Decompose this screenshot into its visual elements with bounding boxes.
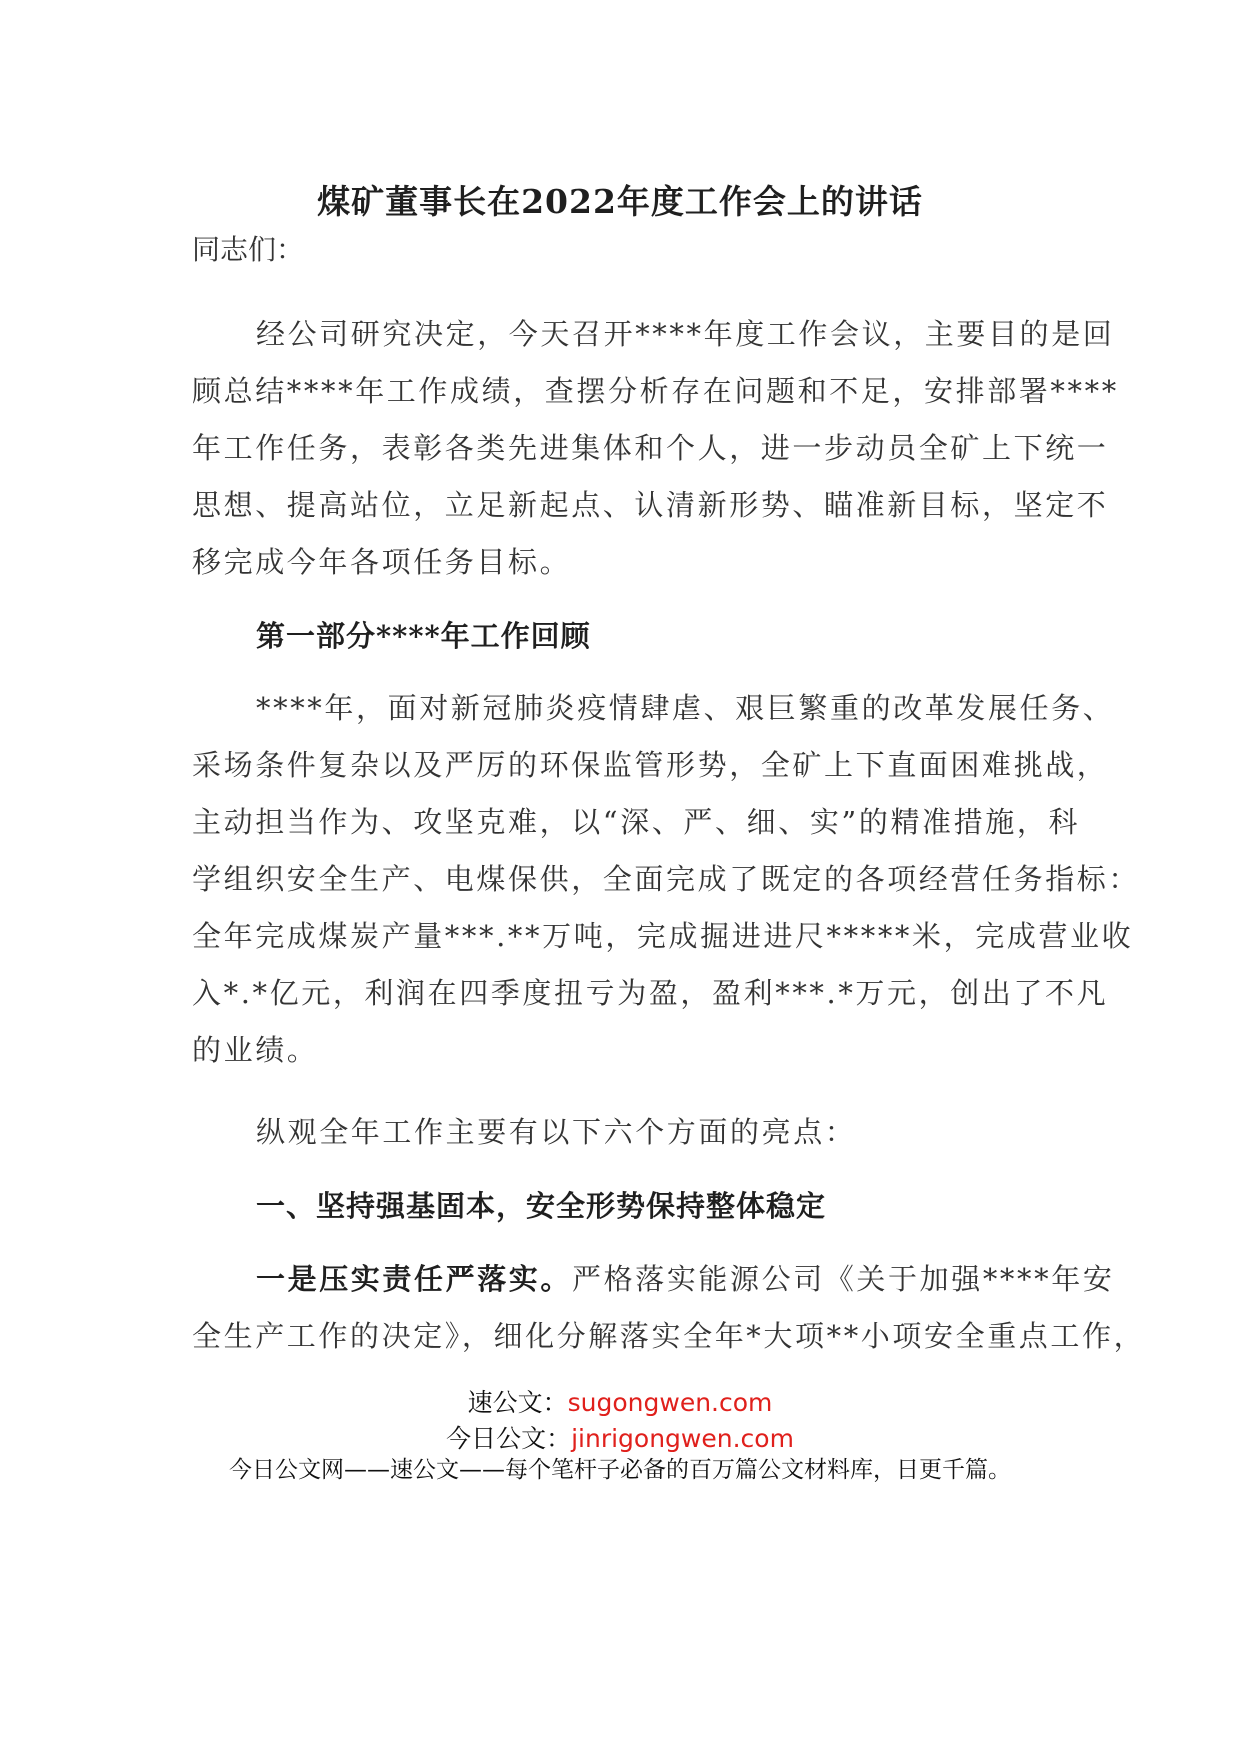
footer-tagline: 今日公文网——速公文——每个笔杆子必备的百万篇公文材料库，日更千篇。	[229, 1457, 1011, 1483]
paragraph-2-line: 采场条件复杂以及严厉的环保监管形势，全矿上下直面困难挑战，	[192, 748, 1109, 782]
footer-line-1	[0, 1383, 1240, 1419]
paragraph-2-line: 全年完成煤炭产量***.**万吨，完成掘进进尺*****米，完成营业收	[192, 919, 1134, 953]
footer-link-jinrigongwen[interactable]: jinrigongwen.com	[571, 1424, 794, 1453]
paragraph-4-line: 全生产工作的决定》，细化分解落实全年*大项**小项安全重点工作，	[192, 1319, 1146, 1353]
paragraph-3: 纵观全年工作主要有以下六个方面的亮点：	[256, 1115, 857, 1149]
paragraph-2-line: ****年，面对新冠肺炎疫情肆虐、艰巨繁重的改革发展任务、	[256, 691, 1115, 725]
section-heading: 第一部分****年工作回顾	[256, 619, 591, 653]
paragraph-2-line: 学组织安全生产、电煤保供，全面完成了既定的各项经营任务指标：	[192, 862, 1141, 896]
paragraph-1-line: 思想、提高站位，立足新起点、认清新形势、瞄准新目标，坚定不	[192, 488, 1109, 522]
paragraph-4-rest: 严格落实能源公司《关于加强****年安	[572, 1262, 1115, 1296]
footer-link-sugongwen[interactable]: sugongwen.com	[567, 1388, 773, 1417]
paragraph-1-line: 顾总结****年工作成绩，查摆分析存在问题和不足，安排部署****	[192, 374, 1119, 408]
paragraph-1-line: 经公司研究决定，今天召开****年度工作会议，主要目的是回	[256, 317, 1115, 351]
document-title: 煤矿董事长在2022年度工作会上的讲话	[317, 182, 923, 221]
footer-label: 速公文：	[467, 1388, 568, 1417]
paragraph-4-lead: 一是压实责任严落实。	[256, 1262, 573, 1296]
paragraph-2-line: 的业绩。	[192, 1033, 319, 1067]
paragraph-2-line: 入*.*亿元，利润在四季度扭亏为盈，盈利***.*万元，创出了不凡	[192, 976, 1109, 1010]
subheading-1: 一、坚持强基固本，安全形势保持整体稳定	[256, 1189, 827, 1223]
footer-label: 今日公文：	[446, 1424, 572, 1453]
greeting: 同志们：	[192, 233, 305, 266]
paragraph-1-line: 年工作任务，表彰各类先进集体和个人，进一步动员全矿上下统一	[192, 431, 1109, 465]
footer-line-2	[0, 1419, 1240, 1455]
paragraph-4-line	[256, 1257, 1114, 1298]
paragraph-1-line: 移完成今年各项任务目标。	[192, 545, 572, 579]
paragraph-2-line: 主动担当作为、攻坚克难，以“深、严、细、实”的精准措施，科	[192, 805, 1081, 839]
